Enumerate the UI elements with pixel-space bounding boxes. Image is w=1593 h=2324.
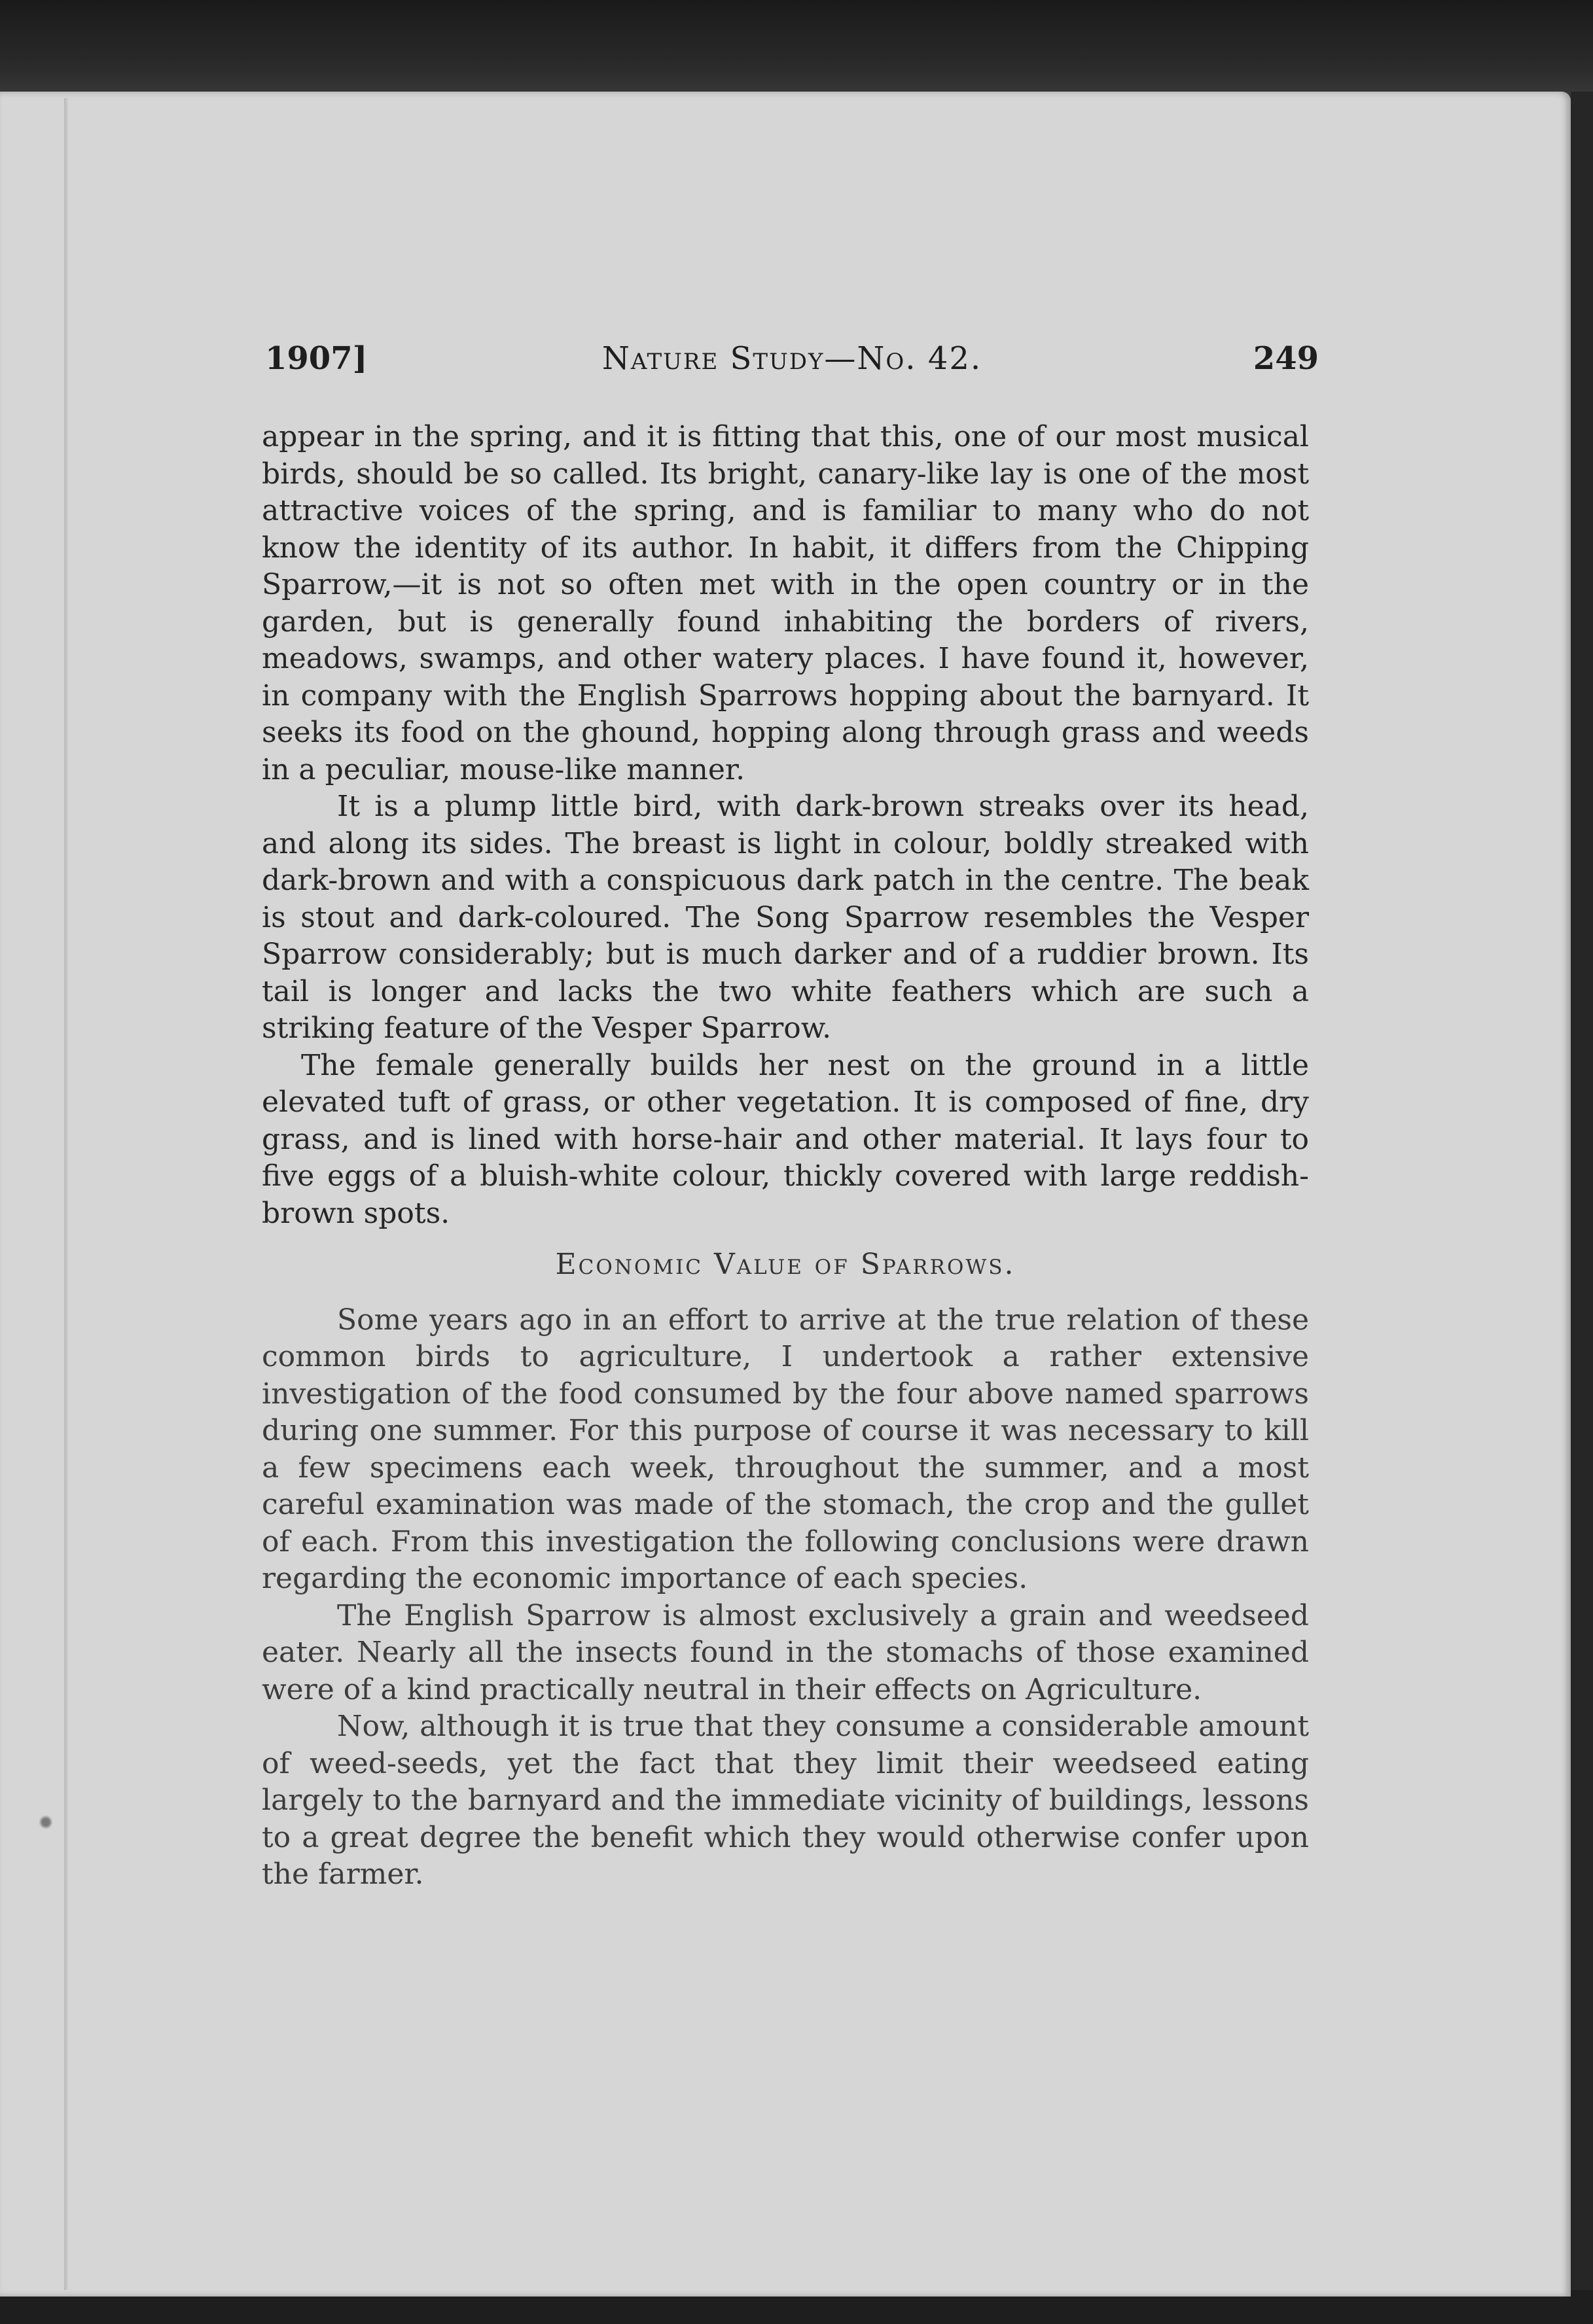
paragraph-nest: The female generally builds her nest on the ground in a little elevated tuft of grass, or other vegetation. It is composed of fine, dry grass, and is lined with horse-hair and other material. It lays four to five eggs of a bluish-white colour, thickly covered with large reddish-brown spots. [262,1048,1309,1230]
scan-speck [39,1812,52,1832]
scanner-background-top [0,0,1593,98]
page-gutter [64,98,68,2290]
running-head [265,340,1319,386]
running-head-year: 1907] [265,340,368,377]
scanner-background-right [1571,92,1593,2324]
paragraph-description: It is a plump little bird, with dark-brown streaks over its head, and along its sides. The breast is light in colour, boldly streaked with dark-brown and with a conspicuous dark patch in the centre. The beak is stout and dark-coloured. The Song Sparrow resembles the Vesper Sparrow considerably; but is much darker and of a ruddier brown. Its tail is longer and lacks the two white feathers which are such a striking feature of the Vesper Sparrow. [262,790,1309,1045]
paragraph-english-sparrow: The English Sparrow is almost exclusively a grain and weedseed eater. Nearly all the insects found in the stomachs of those examined were of a kind practically neutral in their effects on Agriculture. [262,1598,1309,1706]
paragraph-weed-seeds: Now, although it is true that they consume a considerable amount of weed-seeds, yet the fact that they limit their weedseed eating largely to the barnyard and the immediate vicinity of buildings, lessons to a great degree the benefit which they would otherwise confer upon the farmer. [262,1710,1309,1891]
paragraph-continued: appear in the spring, and it is fitting that this, one of our most musical birds, should be so called. Its bright, canary-like lay is one of the most attractive voices of the spring, and is familiar to many who do not know the identity of its author. In habit, it differs from the Chipping Sparrow,—it is not so often met with in the open country or in the garden, but is generally found inhabiting the borders of rivers, meadows, swamps, and other watery places. I have found it, however, in company with the English Sparrows hopping about the barnyard. It seeks its food on the ghound, hopping along through grass and weeds in a peculiar, mouse-like manner. [262,420,1309,786]
page-body [262,419,1309,1893]
section-heading: Economic Value of Sparrows. [555,1248,1016,1281]
page-number: 249 [1253,340,1319,377]
paragraph-investigation: Some years ago in an effort to arrive at the true relation of these common birds to agriculture, I undertook a rather extensive investigation of the food consumed by the four above named sparrows during one summer. For this purpose of course it was necessary to kill a few specimens each week, throughout the summer, and a most careful examination was made of the stomach, the crop and the gullet of each. From this investigation the following conclusions were drawn regarding the economic importance of each species. [262,1303,1309,1595]
running-head-title: Nature Study—No. 42. [601,340,982,377]
